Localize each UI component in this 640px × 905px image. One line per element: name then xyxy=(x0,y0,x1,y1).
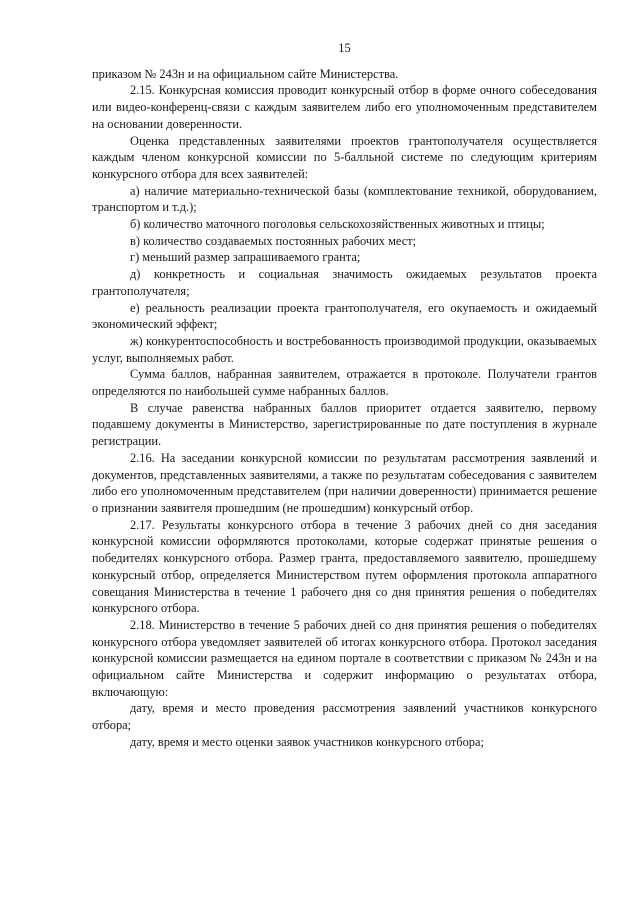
section-2-17: 2.17. Результаты конкурсного отбора в течение 3 рабочих дней со дня заседания конкурсной комиссии оформляются протоколами, которые содержат принятые решения о победителях конкурсного отбора. Размер гранта, предоставляемого заявителю, прошедшему конкурсный отбор, определяется Министерством путем оформления протокола аппаратного совещания Министерства в течение 1 рабочего дня со дня принятия решения о победителях конкурсного отбора. xyxy=(92,517,597,616)
section-2-18: 2.18. Министерство в течение 5 рабочих дней со дня принятия решения о победителях конкурсного отбора уведомляет заявителей об итогах конкурсного отбора. Протокол заседания конкурсной комиссии размещается на едином портале в соответствии с приказом № 243н и на официальном сайте Министерства и содержит информацию о результатах отбора, включающую: xyxy=(92,617,597,699)
list-item: е) реальность реализации проекта грантополучателя, его окупаемость и ожидаемый экономический эффект; xyxy=(92,300,597,332)
list-item: ж) конкурентоспособность и востребованность производимой продукции, оказываемых услуг, выполняемых работ. xyxy=(92,333,597,365)
list-item: б) количество маточного поголовья сельскохозяйственных животных и птицы; xyxy=(130,217,545,232)
list-item: а) наличие материально-технической базы (комплектование техникой, оборудованием, транспортом и т.д.); xyxy=(92,183,597,215)
paragraph: 2.15. Конкурсная комиссия проводит конкурсный отбор в форме очного собеседования или видео-конференц-связи с каждым заявителем либо его уполномоченным представителем на основании доверенности. xyxy=(92,83,597,131)
paragraph: В случае равенства набранных баллов приоритет отдается заявителю, первому подавшему документы в Министерство, зарегистрированные по дате поступления в журнале регистрации. xyxy=(92,400,597,449)
section-2-16: 2.16. На заседании конкурсной комиссии по результатам рассмотрения заявлений и документов, представленных заявителями, а также по результатам собеседования с заявителем либо его уполномоченным представителем (при наличии доверенности) принимается решение о признании заявителя прошедшим (не прошедшим) конкурсный отбор. xyxy=(92,450,597,515)
document-page xyxy=(92,40,597,751)
paragraph: Оценка представленных заявителями проектов грантополучателя осуществляется каждым членом конкурсной комиссии по 5-балльной системе по следующим критериям конкурсного отбора для всех заявителей: xyxy=(92,133,597,181)
paragraph: приказом № 243н и на официальном сайте Министерства. xyxy=(92,66,399,81)
list-item: д) конкретность и социальная значимость ожидаемых результатов проекта грантополучателя; xyxy=(92,267,597,298)
list-item: в) количество создаваемых постоянных рабочих мест; xyxy=(130,233,417,248)
list-item: г) меньший размер запрашиваемого гранта; xyxy=(130,250,361,265)
paragraph: Сумма баллов, набранная заявителем, отражается в протоколе. Получатели грантов определяются по наибольшей сумме набранных баллов. xyxy=(92,367,597,399)
page-number: 15 xyxy=(338,41,351,55)
list-item: дату, время и место проведения рассмотрения заявлений участников конкурсного отбора; xyxy=(92,701,597,733)
list-item: дату, время и место оценки заявок участников конкурсного отбора; xyxy=(130,734,484,749)
